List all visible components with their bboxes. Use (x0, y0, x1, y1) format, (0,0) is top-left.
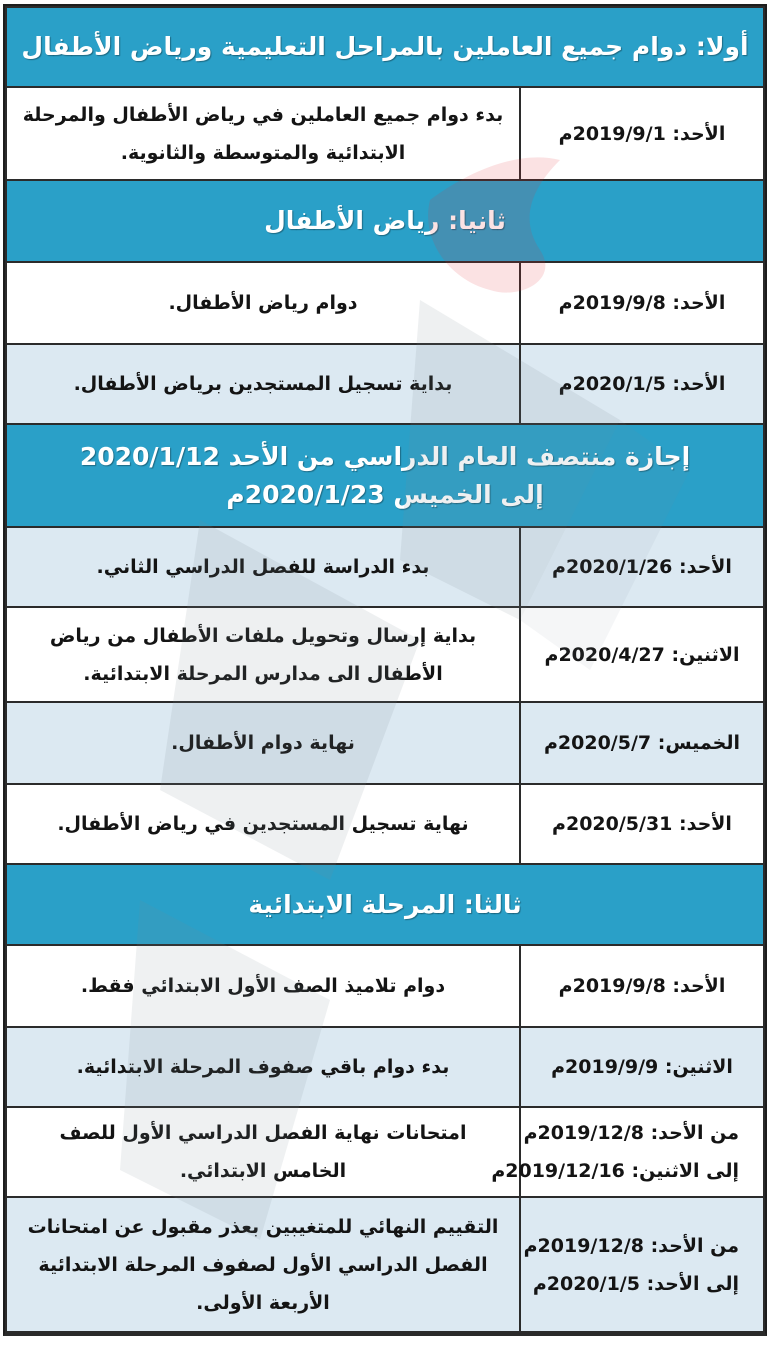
table-row (6, 262, 764, 344)
date-cell: الأحد: 2020/1/5م (520, 344, 764, 424)
date-to: إلى الأحد: 2020/1/5م (532, 1272, 739, 1295)
date-cell: الاثنين: 2020/4/27م (520, 607, 764, 702)
section-header-staff (6, 7, 764, 87)
table-row (6, 344, 764, 424)
date-cell: الأحد: 2019/9/8م (520, 262, 764, 344)
date-cell: الأحد: 2020/1/26م (520, 527, 764, 607)
description-cell: نهاية تسجيل المستجدين في رياض الأطفال. (6, 784, 520, 864)
table-row (6, 784, 764, 864)
description-cell: بدء الدراسة للفصل الدراسي الثاني. (6, 527, 520, 607)
section-title (6, 424, 764, 527)
table-row (6, 607, 764, 702)
section-title: ثانيا: رياض الأطفال (6, 180, 764, 262)
table-row (6, 702, 764, 784)
section-title-line2: إلى الخميس 2020/1/23م (226, 479, 544, 509)
section-header-kindergarten (6, 180, 764, 262)
table-row (6, 87, 764, 180)
description-cell: بدء دوام جميع العاملين في رياض الأطفال والمرحلة الابتدائية والمتوسطة والثانوية. (6, 87, 520, 180)
date-cell: الاثنين: 2019/9/9م (520, 1027, 764, 1107)
table-row (6, 1197, 764, 1332)
section-title: ثالثا: المرحلة الابتدائية (6, 864, 764, 945)
date-from: من الأحد: 2019/12/8م (523, 1122, 739, 1144)
section-header-primary (6, 864, 764, 945)
calendar-table (5, 6, 765, 1333)
section-title-line1: إجازة منتصف العام الدراسي من الأحد 2020/1/12 (79, 441, 691, 471)
date-cell: الأحد: 2019/9/1م (520, 87, 764, 180)
description-cell: بداية تسجيل المستجدين برياض الأطفال. (6, 344, 520, 424)
table-row (6, 1107, 764, 1197)
date-cell: الأحد: 2020/5/31م (520, 784, 764, 864)
date-cell: الأحد: 2019/9/8م (520, 945, 764, 1027)
date-range-cell (491, 1107, 764, 1197)
description-cell: دوام رياض الأطفال. (6, 262, 520, 344)
table-row (6, 945, 764, 1027)
date-range-cell (520, 1197, 764, 1332)
description-cell: بداية إرسال وتحويل ملفات الأطفال من رياض الأطفال الى مدارس المرحلة الابتدائية. (6, 607, 520, 702)
description-cell: التقييم النهائي للمتغيبين بعذر مقبول عن امتحانات الفصل الدراسي الأول لصفوف المرحلة الابتدائية الأربعة الأولى. (6, 1197, 520, 1332)
date-to: إلى الاثنين: 2019/12/16م (491, 1160, 739, 1182)
date-cell: الخميس: 2020/5/7م (520, 702, 764, 784)
description-cell: امتحانات نهاية الفصل الدراسي الأول للصف الخامس الابتدائي. (6, 1107, 520, 1197)
date-from: من الأحد: 2019/12/8م (523, 1234, 739, 1257)
section-header-midyear-break (6, 424, 764, 527)
school-calendar-document (3, 4, 767, 1336)
table-row (6, 527, 764, 607)
table-row (6, 1027, 764, 1107)
description-cell: نهاية دوام الأطفال. (6, 702, 520, 784)
description-cell: دوام تلاميذ الصف الأول الابتدائي فقط. (6, 945, 520, 1027)
description-cell: بدء دوام باقي صفوف المرحلة الابتدائية. (6, 1027, 520, 1107)
section-title: أولا: دوام جميع العاملين بالمراحل التعليمية ورياض الأطفال (6, 7, 764, 87)
